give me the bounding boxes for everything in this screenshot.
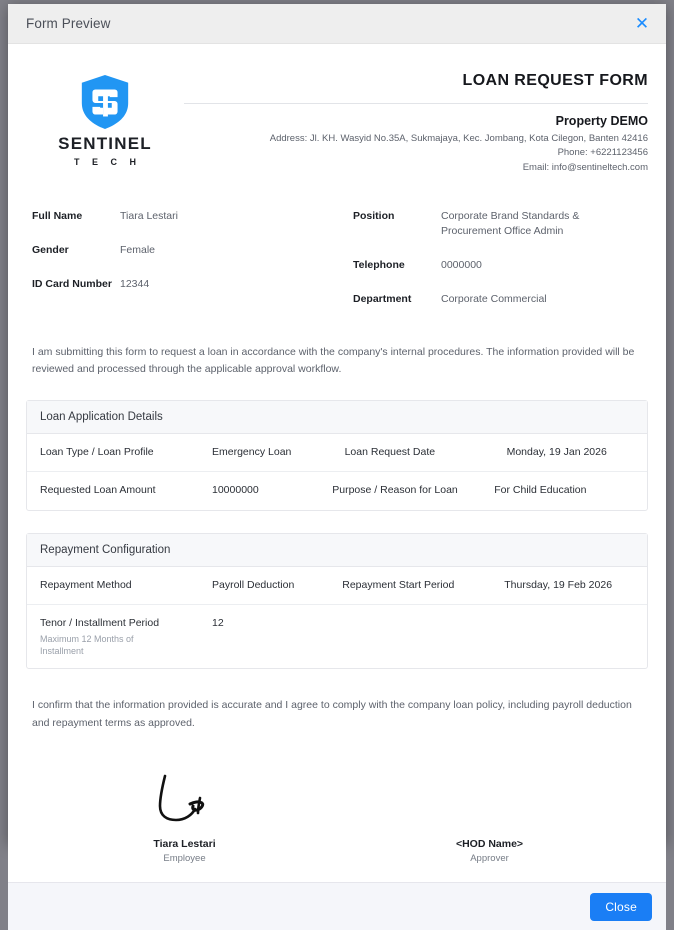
cell-key: Requested Loan Amount	[40, 484, 156, 497]
cell-value: 12	[212, 616, 224, 629]
loan-application-details-section	[26, 400, 648, 510]
field-full-name	[32, 209, 337, 224]
signature-role: Employee	[163, 853, 206, 865]
signature-name: <HOD Name>	[455, 838, 524, 851]
field-value: 0000000	[441, 259, 482, 272]
close-icon[interactable]: ✕	[634, 14, 650, 33]
cell-key: Purpose / Reason for Loan	[332, 484, 458, 497]
field-gender	[32, 243, 337, 258]
document-sheet	[8, 44, 666, 882]
logo-wordmark: SENTINEL	[58, 134, 152, 153]
cell-value: Payroll Deduction	[212, 578, 295, 591]
cell-value	[510, 605, 647, 669]
cell-key	[27, 605, 199, 669]
repayment-configuration-section	[26, 533, 648, 670]
intro-paragraph: I am submitting this form to request a loan in accordance with the company's internal procedures. The information provided will be reviewed and processed through the applicable approval workflow.	[32, 345, 635, 375]
cell-key: Repayment Start Period	[342, 578, 455, 591]
field-label: ID Card Number	[32, 278, 112, 291]
signature-role: Approver	[470, 853, 509, 865]
cell-value: Emergency Loan	[212, 446, 292, 459]
field-value: Female	[120, 243, 156, 256]
cell-value: Monday, 19 Jan 2026	[506, 446, 607, 459]
cell-value: For Child Education	[494, 484, 587, 497]
table-row	[27, 567, 647, 605]
cell-key-label: Tenor / Installment Period	[40, 616, 160, 629]
organization-address: Address: Jl. KH. Wasyid No.35A, Sukmajaya, Kec. Jombang, Kota Cilegon, Banten 42416	[269, 133, 648, 144]
shield-logo-icon	[78, 74, 132, 130]
signature-ink-empty	[337, 768, 642, 830]
cell-value: 10000000	[212, 484, 259, 497]
header-divider	[184, 103, 648, 104]
document-header-right	[184, 68, 648, 175]
signature-block-approver	[337, 768, 642, 864]
handwritten-signature-icon	[145, 770, 225, 830]
cell-key-hint: Maximum 12 Months of Installment	[40, 634, 134, 657]
field-id-card-number	[32, 277, 337, 292]
field-value: 12344	[120, 278, 150, 291]
cell-key	[348, 605, 510, 669]
field-value: Corporate Brand Standards & Procurement Office Admin	[441, 209, 580, 237]
identity-column-left	[32, 209, 337, 308]
signature-name: Tiara Lestari	[153, 838, 216, 851]
field-position	[353, 209, 642, 239]
identity-section	[26, 175, 648, 308]
logo-subtext: T E C H	[73, 157, 141, 167]
table-row	[27, 434, 647, 472]
section-heading: Loan Application Details	[27, 401, 647, 434]
table-row	[27, 605, 647, 669]
modal-title: Form Preview	[26, 16, 111, 31]
organization-phone: Phone: +6221123456	[557, 147, 648, 159]
cell-key: Loan Request Date	[344, 446, 436, 459]
table-row	[27, 472, 647, 509]
identity-column-right	[337, 209, 642, 308]
organization-name: Property DEMO	[555, 114, 648, 128]
field-label: Gender	[32, 243, 69, 256]
field-telephone	[353, 258, 642, 273]
cell-value: Thursday, 19 Feb 2026	[504, 578, 613, 591]
field-label: Full Name	[32, 209, 83, 222]
section-heading: Repayment Configuration	[27, 534, 647, 567]
form-preview-modal	[8, 4, 666, 914]
field-label: Telephone	[353, 259, 405, 272]
signature-ink	[32, 768, 337, 830]
close-button[interactable]: Close	[590, 893, 652, 921]
field-value: Corporate Commercial	[441, 293, 547, 306]
cell-key: Loan Type / Loan Profile	[40, 446, 154, 459]
field-label: Department	[353, 293, 412, 306]
field-label: Position	[353, 209, 395, 222]
field-department	[353, 292, 642, 307]
organization-email: Email: info@sentineltech.com	[522, 161, 648, 173]
company-logo	[26, 68, 184, 167]
document-header	[26, 62, 648, 175]
page-title: LOAN REQUEST FORM	[462, 72, 648, 89]
cell-key: Repayment Method	[40, 578, 132, 591]
modal-body[interactable]	[8, 44, 666, 882]
field-value: Tiara Lestari	[120, 209, 178, 222]
signature-section	[26, 732, 648, 878]
modal-footer	[8, 882, 666, 930]
signature-block-employee	[32, 768, 337, 864]
confirmation-paragraph: I confirm that the information provided is accurate and I agree to comply with the company loan policy, including payroll deduction and repayment terms as approved.	[32, 699, 632, 729]
modal-header	[8, 4, 666, 44]
